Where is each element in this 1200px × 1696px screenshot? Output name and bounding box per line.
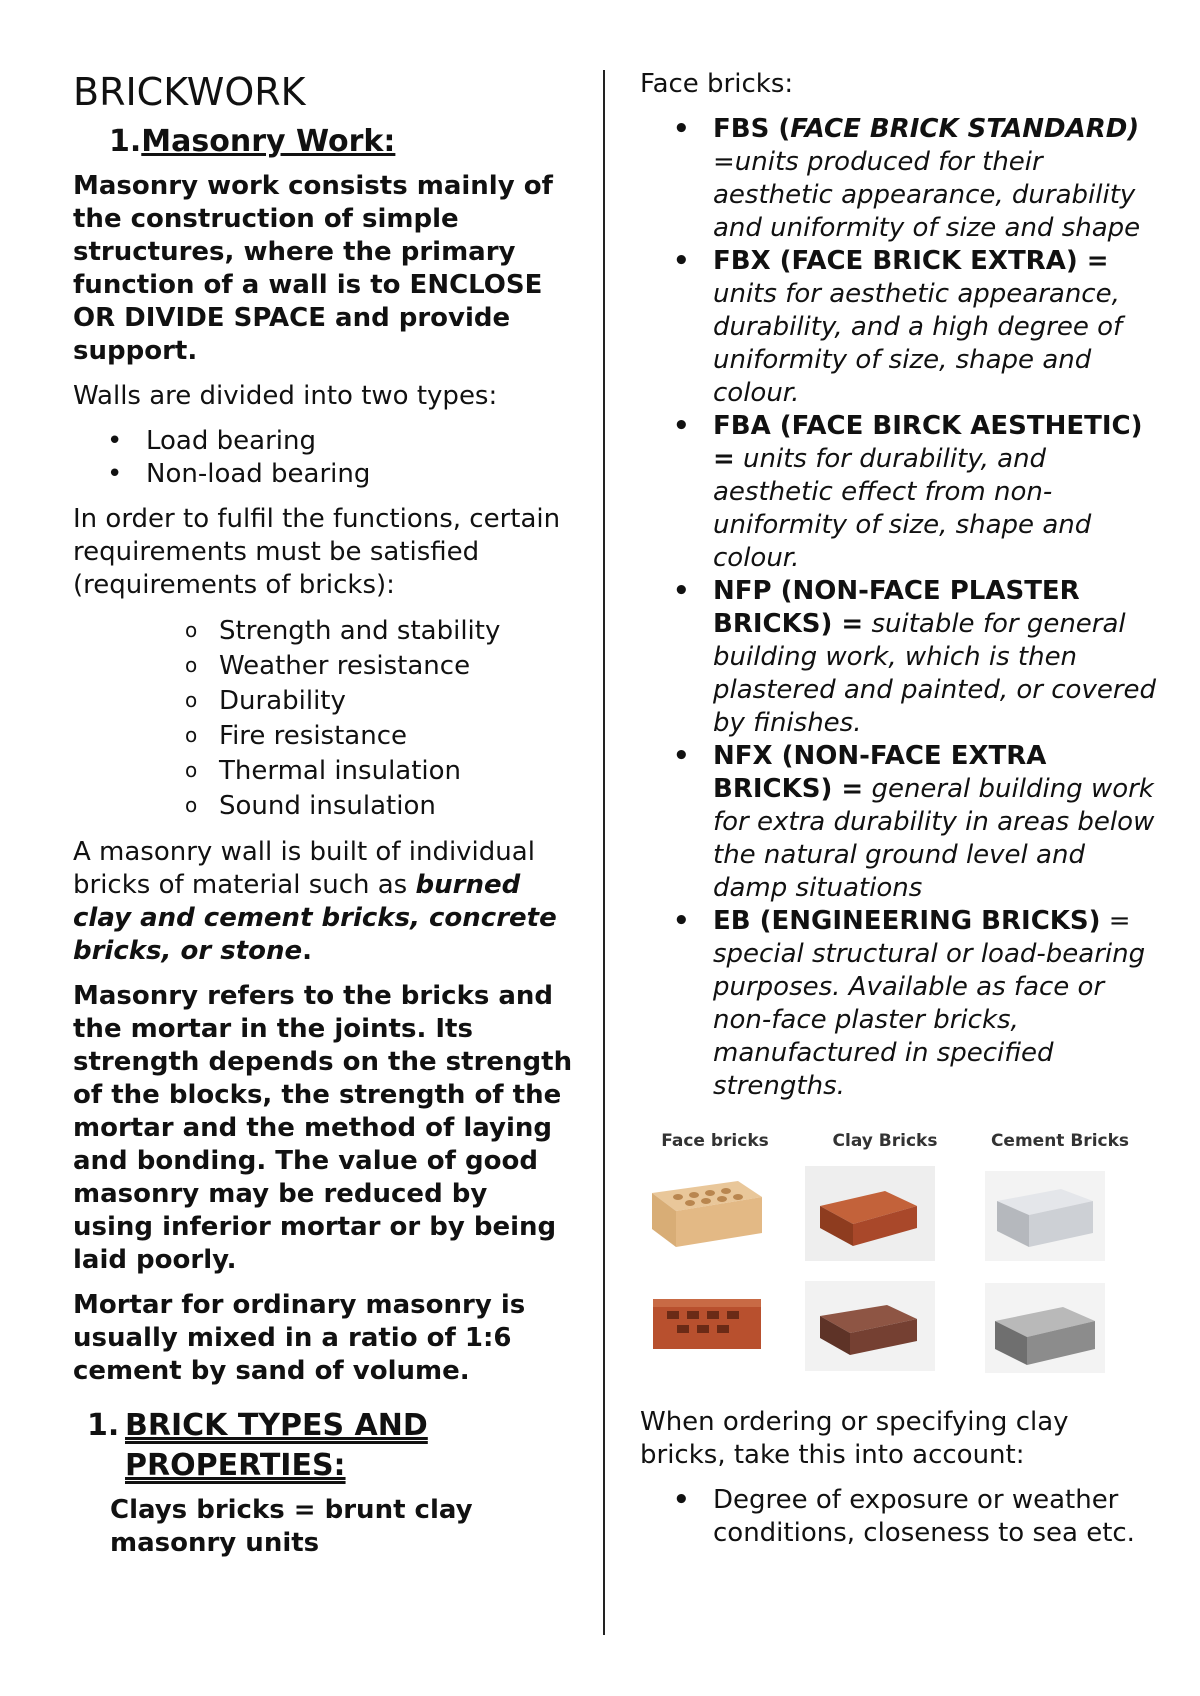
list-item: o Durability [73,684,573,719]
type-description: suitable for general building work, which is then plastered and painted, or covered by finishes. [713,609,1157,738]
section-heading-masonry-work [109,122,573,162]
ordering-list [640,1484,1160,1550]
section-heading-brick-types [87,1406,573,1486]
list-item: • Non-load bearing [73,458,573,491]
ordering-intro: When ordering or specifying clay bricks, take this into account: [640,1407,1069,1470]
masonry-wall-text: A masonry wall is built of individual bricks of material such as [73,837,535,900]
list-item [640,113,1160,245]
figure-label-face-bricks: Face bricks [661,1131,769,1151]
clay-bricks-definition: Clays bricks = brunt clay masonry units [110,1495,473,1558]
section-number: 1. [109,124,142,159]
type-name: NFX (NON-FACE EXTRA BRICKS) = [713,741,1047,804]
section-title: Masonry Work: [141,124,396,159]
wall-types-list [73,425,573,491]
type-name: FBX (FACE BRICK EXTRA) = [713,246,1109,276]
right-column [640,68,1160,1562]
brick-types-list [640,113,1160,1103]
walls-intro: Walls are divided into two types: [73,381,498,411]
type-name: NFP (NON-FACE PLASTER BRICKS) = [713,576,1080,639]
list-item [640,905,1160,1103]
type-description: =units produced for their aesthetic appearance, durability and uniformity of size and shape [713,147,1141,243]
list-item [640,245,1160,410]
list-item: o Strength and stability [73,614,573,649]
face-bricks-label: Face bricks: [640,69,794,99]
masonry-refers-paragraph: Masonry refers to the bricks and the mortar in the joints. Its strength depends on the strength of the blocks, the strength of the mortar and the method of laying and bonding. The value of good masonry may be reduced by using inferior mortar or by being laid poorly. [73,981,573,1275]
list-item: • Load bearing [73,425,573,458]
list-item: • Degree of exposure or weather conditions, closeness to sea etc. [640,1484,1160,1550]
list-item: o Thermal insulation [73,754,573,789]
cement-brick-image [985,1171,1105,1261]
masonry-intro: Masonry work consists mainly of the construction of simple structures, where the primary function of a wall is to ENCLOSE OR DIVIDE SPACE and provide support. [73,171,553,366]
requirements-intro: In order to fulfil the functions, certain requirements must be satisfied (requirements of bricks): [73,504,561,600]
list-item [640,575,1160,740]
section-title: BRICK TYPES AND PROPERTIES: [125,1408,428,1483]
requirements-list [73,614,573,824]
figure-label-cement-bricks: Cement Bricks [990,1131,1130,1151]
masonry-wall-materials: burned clay and cement bricks, concrete bricks, or stone [73,870,557,966]
type-name-italic: FACE BRICK STANDARD) [790,114,1140,144]
concrete-brick-image [985,1283,1105,1373]
clay-brick-dark-image [805,1281,935,1371]
type-name: FBA (FACE BIRCK AESTHETIC) = [713,411,1143,474]
type-name: FBS ( [713,114,791,144]
list-item [640,740,1160,905]
type-description: units for aesthetic appearance, durability, and a high degree of uniformity of size, shape and colour. [713,279,1123,408]
document-title: BRICKWORK [73,70,306,114]
face-brick-red-image [645,1291,770,1361]
mortar-paragraph: Mortar for ordinary masonry is usually mixed in a ratio of 1:6 cement by sand of volume. [73,1290,526,1386]
clay-brick-image [805,1166,935,1261]
column-divider [603,70,605,1635]
type-description: = special structural or load-bearing purposes. Available as face or non-face plaster bricks, manufactured in specified strengths. [713,906,1146,1101]
type-description: general building work for extra durability in areas below the natural ground level and damp situations [713,774,1155,903]
masonry-wall-end: . [302,936,312,966]
list-item: o Fire resistance [73,719,573,754]
list-item: o Sound insulation [73,789,573,824]
left-column [73,68,573,1560]
list-item: o Weather resistance [73,649,573,684]
section-number: 1. [87,1408,120,1443]
masonry-wall-paragraph [73,836,573,968]
type-description: units for durability, and aesthetic effect from non-uniformity of size, shape and colour. [713,444,1092,573]
type-name: EB (ENGINEERING BRICKS) [713,906,1101,936]
figure-label-clay-bricks: Clay Bricks [832,1131,938,1151]
face-brick-image [640,1171,770,1256]
list-item [640,410,1160,575]
brick-types-figure [630,1121,1150,1386]
